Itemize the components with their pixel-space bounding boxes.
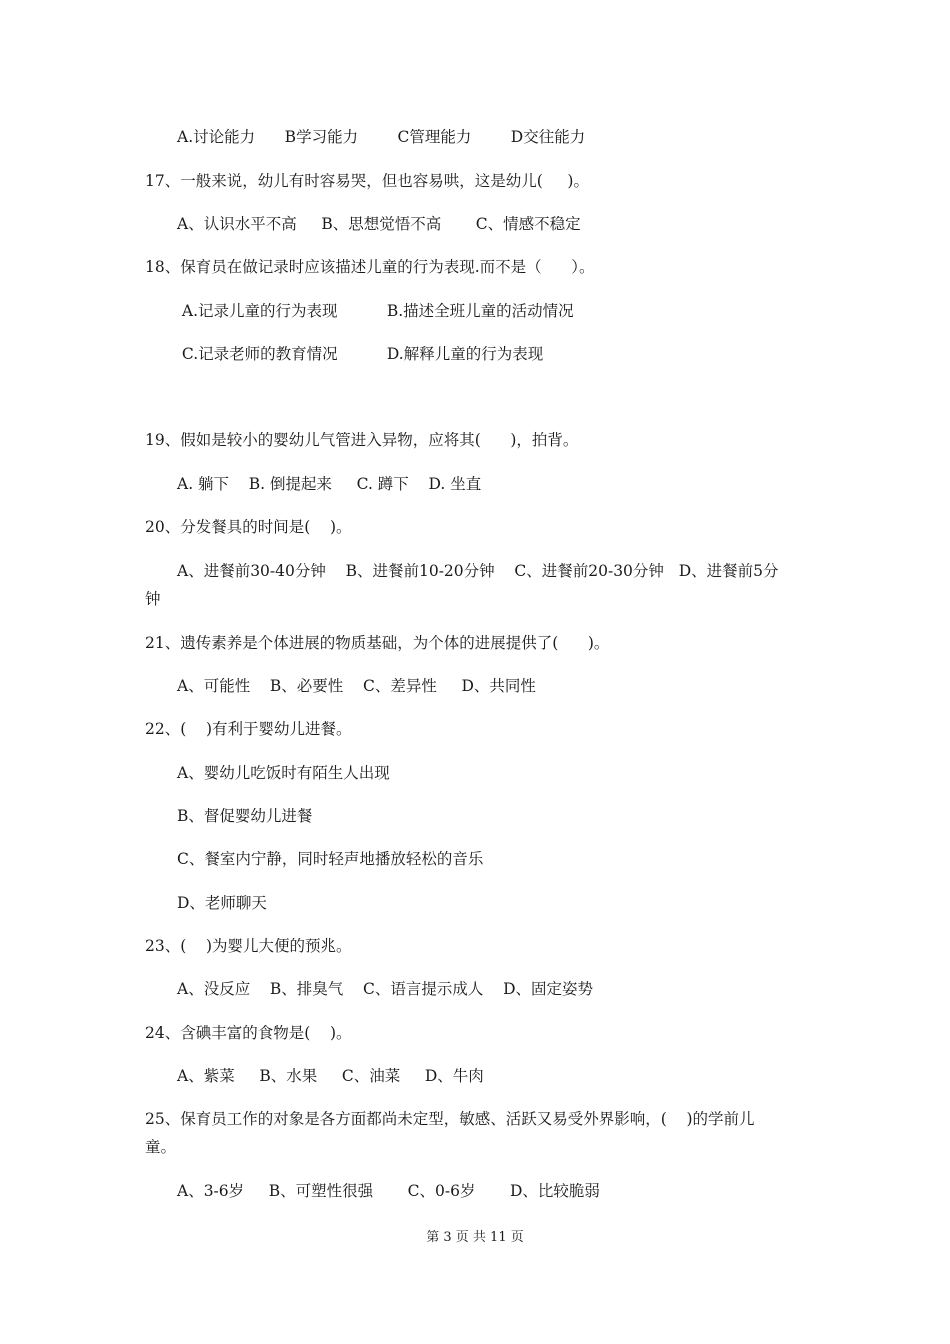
question-q22: 22、( )有利于婴幼儿进餐。	[145, 720, 352, 738]
answer-options-q19-options: A. 躺下 B. 倒提起来 C. 蹲下 D. 坐直	[177, 475, 482, 493]
page-footer: 第 3 页 共 11 页	[426, 1230, 524, 1245]
answer-options-q22-option-c: C、餐室内宁静，同时轻声地播放轻松的音乐	[177, 850, 484, 868]
answer-options-q20-options-wrap: 钟	[145, 590, 161, 608]
question-q20: 20、分发餐具的时间是( )。	[145, 518, 352, 536]
answer-options-q25-options: A、3-6岁 B、可塑性很强 C、0-6岁 D、比较脆弱	[177, 1182, 600, 1200]
answer-options-q18-options-ab: A.记录儿童的行为表现 B.描述全班儿童的活动情况	[177, 302, 574, 320]
answer-options-q24-options: A、紫菜 B、水果 C、油菜 D、牛肉	[177, 1067, 484, 1085]
question-q18: 18、保育员在做记录时应该描述儿童的行为表现.而不是（ ）。	[145, 258, 595, 276]
question-q19: 19、假如是较小的婴幼儿气管进入异物，应将其( )，拍背。	[145, 431, 579, 449]
question-q23: 23、( )为婴儿大便的预兆。	[145, 937, 352, 955]
answer-options-q20-options: A、进餐前30-40分钟 B、进餐前10-20分钟 C、进餐前20-30分钟 D、进餐前5分	[177, 562, 779, 580]
question-q25-wrap: 童。	[145, 1138, 177, 1156]
answer-options-q18-options-cd: C.记录老师的教育情况 D.解释儿童的行为表现	[177, 345, 544, 363]
answer-options-q21-options: A、可能性 B、必要性 C、差异性 D、共同性	[177, 677, 536, 695]
question-q24: 24、含碘丰富的食物是( )。	[145, 1024, 352, 1042]
answer-options-q17-options: A、认识水平不高 B、思想觉悟不高 C、情感不稳定	[177, 215, 581, 233]
question-q21: 21、遗传素养是个体进展的物质基础，为个体的进展提供了( )。	[145, 634, 610, 652]
answer-options-q16-options: A.讨论能力 B学习能力 C管理能力 D交往能力	[177, 128, 586, 146]
question-q25: 25、保育员工作的对象是各方面都尚未定型，敏感、活跃又易受外界影响，( )的学前儿	[145, 1110, 755, 1128]
answer-options-q22-option-a: A、婴幼儿吃饭时有陌生人出现	[177, 764, 390, 782]
answer-options-q22-option-b: B、督促婴幼儿进餐	[177, 807, 313, 825]
answer-options-q22-option-d: D、老师聊天	[177, 894, 267, 912]
question-q17: 17、一般来说，幼儿有时容易哭，但也容易哄，这是幼儿( )。	[145, 172, 589, 190]
answer-options-q23-options: A、没反应 B、排臭气 C、语言提示成人 D、固定姿势	[177, 980, 593, 998]
